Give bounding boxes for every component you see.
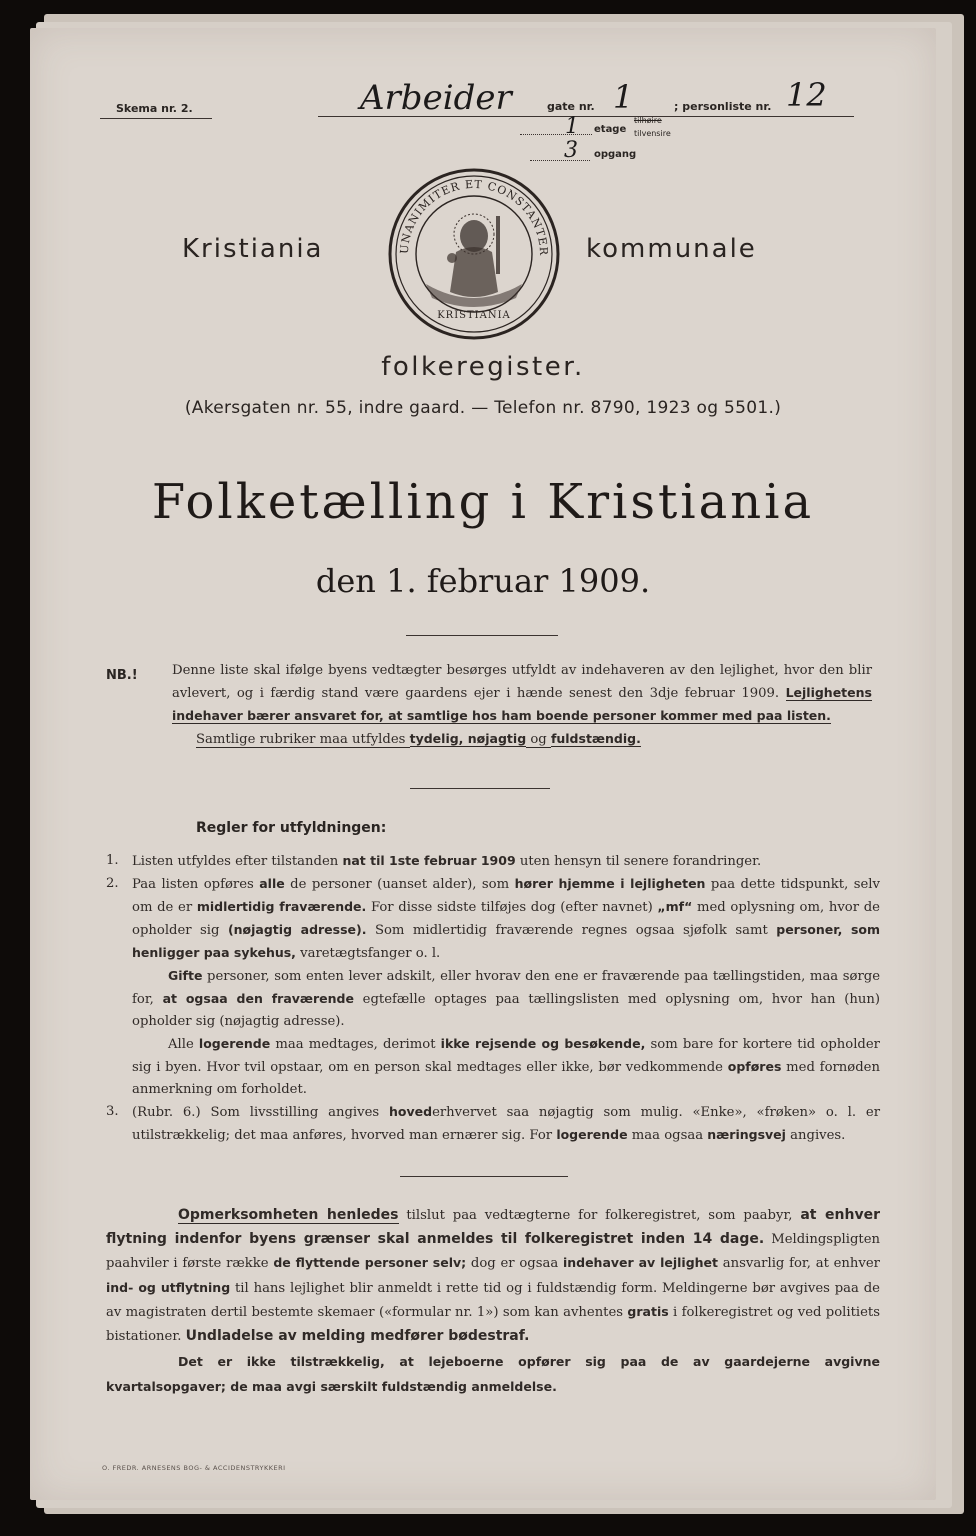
rule-1-num: 1.: [106, 853, 119, 868]
rule-3-b: hoved: [389, 1104, 433, 1119]
title-date: den 1. februar 1909.: [315, 562, 651, 600]
notice-h: ansvarlig for, at enhver: [722, 1256, 880, 1271]
opgang-dotted-rule: [530, 160, 590, 161]
skema-label: Skema nr. 2.: [116, 102, 193, 115]
nb-text-2b: tydelig, nøjagtig: [409, 731, 527, 746]
institution-right: kommunale: [586, 234, 757, 264]
rule-2-p2-d: egtefælle optages paa tællingslisten med oplysning om, hvor han (hun) opholder sig (nøjagtig adresse).: [132, 992, 880, 1029]
notice-f: dog er ogsaa: [470, 1256, 559, 1271]
notice-g: indehaver av lejlighet: [562, 1255, 718, 1270]
institution-left: Kristiania: [182, 234, 324, 264]
personliste-value: 12: [786, 76, 827, 114]
rule-3-d: logerende: [556, 1127, 628, 1142]
kristiania-seal-icon: [386, 166, 562, 342]
rules-divider: [400, 1176, 568, 1177]
opgang-label: opgang: [594, 149, 637, 160]
rule-2-p2-c: at ogsaa den fraværende: [162, 991, 354, 1006]
rule-2-p2-b: personer, som enten lever adskilt, eller hvorav den ene er fraværende paa tællingstiden, maa sørge for,: [132, 969, 880, 1007]
notice-c: at enhver flytning indenfor byens grænser skal anmeldes til folkeregistret inden 14 dage.: [106, 1207, 880, 1247]
rule-2-p3-f: opføres: [727, 1059, 782, 1074]
rule-2-m: varetægtsfanger o. l.: [300, 946, 441, 961]
notice-e: de flyttende personer selv;: [273, 1255, 467, 1270]
census-form-page: [30, 28, 936, 1500]
etage-value: 1: [565, 114, 579, 139]
nb-label: NB.!: [106, 668, 138, 683]
rule-2-para-3: [132, 1033, 880, 1101]
gate-nr-label: gate nr.: [547, 100, 595, 113]
notice-p2: Det er ikke tilstrækkelig, at lejeboerne opfører sig paa de av gaardejerne avgivne kvartalsopgaver; de maa avgi særskilt fuldstændig anmeldelse.: [106, 1354, 880, 1394]
rule-2-l: personer, som henligger paa sykehus,: [132, 922, 880, 960]
rule-3-e: maa ogsaa: [631, 1128, 704, 1143]
nb-text-1: Denne liste skal ifølge byens vedtægter besørges utfyldt av indehaveren av den lejlighet, hvor den blir avlevert, og i færdig stand være gaardens ejer i hænde senest den 3dje februar 1909.: [172, 663, 872, 701]
notice-k: gratis: [627, 1304, 669, 1319]
rule-2-para-2: [132, 965, 880, 1033]
notice-m: Undladelse av melding medfører bødestraf.: [185, 1327, 530, 1344]
rule-1-c: uten hensyn til senere forandringer.: [519, 854, 762, 869]
street-handwritten: Arbeider: [360, 78, 512, 118]
rule-3: [106, 1101, 880, 1147]
nb-text-bold: Lejlighetens indehaver bærer ansvaret for, at samtlige hos ham boende personer kommer med paa listen.: [172, 685, 872, 723]
rule-2-a: Paa listen opføres: [132, 877, 254, 892]
nb-text: [172, 660, 872, 751]
rules-heading: Regler for utfyldningen:: [196, 820, 387, 836]
rule-2-p3-c: maa medtages, derimot: [275, 1037, 436, 1052]
rule-2: [106, 873, 880, 1101]
rule-2-p3-d: ikke rejsende og besøkende,: [440, 1036, 646, 1051]
title-divider: [406, 635, 558, 636]
rule-2-num: 2.: [106, 876, 119, 891]
notice-a: Opmerksomheten henledes: [178, 1207, 399, 1223]
header-rule: [318, 116, 854, 117]
notice-j: til hans lejlighet blir anmeldt i rette tid og i fuldstændig form. Meldingerne bør avgives paa de av magistraten dertil bestemte skemaer («formular nr. 1») som kan avhentes: [106, 1280, 880, 1320]
etage-side: tilvensire: [634, 129, 671, 138]
nb-text-2c: og: [530, 732, 547, 747]
notice-i: ind- og utflytning: [106, 1279, 231, 1295]
personliste-label: ; personliste nr.: [674, 100, 772, 113]
notice-para-2: [106, 1350, 880, 1399]
skema-rule: [100, 118, 212, 119]
seal-bottom-text: KRISTIANIA: [437, 310, 511, 321]
rule-2-b: alle: [259, 876, 285, 891]
gate-nr-value: 1: [613, 78, 634, 116]
rule-2-k: Som midlertidig fraværende regnes ogsaa sjøfolk samt: [374, 923, 768, 938]
rule-3-a: (Rubr. 6.) Som livsstilling angives: [132, 1105, 380, 1120]
rule-1: [106, 850, 880, 873]
rule-3-f: næringsvej: [707, 1127, 786, 1142]
rule-2-e: paa dette tidspunkt, selv om de er: [132, 877, 880, 915]
rule-1-b: nat til 1ste februar 1909: [342, 853, 516, 868]
notice: [106, 1204, 880, 1399]
printer-credit: O. FREDR. ARNESENS BOG- & ACCIDENSTRYKKERI: [102, 1464, 286, 1472]
rules-list: [106, 850, 880, 1147]
rule-3-c: erhvervet saa nøjagtig som mulig. «Enke», «frøken» o. l. er utilstrækkelig; det maa anføres, hvorved man ernærer sig. For: [132, 1105, 881, 1143]
etage-label: etage: [594, 124, 627, 135]
rule-2-g: For disse sidste tilføjes dog (efter navnet): [370, 900, 653, 915]
rule-2-p3-b: logerende: [198, 1036, 271, 1051]
rule-2-c: de personer (uanset alder), som: [290, 877, 510, 892]
notice-para-1: [106, 1204, 880, 1348]
rule-2-d: hører hjemme i lejligheten: [514, 876, 706, 891]
rule-3-g: angives.: [790, 1128, 846, 1143]
etage-dotted-rule: [520, 134, 592, 135]
rule-3-num: 3.: [106, 1104, 119, 1119]
page-title: Folketælling i Kristiania: [151, 474, 815, 530]
rule-2-f: midlertidig fraværende.: [196, 899, 367, 914]
rule-2-p3-g: med fornøden anmerkning om forholdet.: [132, 1060, 880, 1097]
notice-l: i folkeregistret og ved politiets bistationer.: [106, 1305, 880, 1344]
rule-2-p2-a: Gifte: [168, 968, 203, 983]
rule-2-j: (nøjagtig adresse).: [227, 922, 367, 937]
institution-address: (Akersgaten nr. 55, indre gaard. — Telefon nr. 8790, 1923 og 5501.): [184, 398, 782, 418]
nb-divider: [410, 788, 550, 789]
notice-b: tilslut paa vedtægterne for folkeregistret, som paabyr,: [406, 1208, 793, 1223]
nb-text-2a: Samtlige rubriker maa utfyldes: [196, 732, 406, 747]
etage-struck: tilhøire: [634, 116, 662, 125]
opgang-value: 3: [564, 138, 578, 163]
institution-line2: folkeregister.: [381, 352, 585, 382]
notice-d: Meldingspligten paahviler i første række: [106, 1231, 880, 1271]
nb-text-2d: fuldstændig.: [550, 731, 641, 746]
rule-2-i: med oplysning om, hvor de opholder sig: [132, 900, 880, 938]
rule-2-p3-a: Alle: [168, 1037, 194, 1052]
rule-2-h: „mf“: [657, 899, 693, 914]
rule-2-p3-e: som bare for kortere tid opholder sig i byen. Hvor tvil opstaar, om en person skal medtages eller ikke, bør vedkommende: [132, 1037, 880, 1075]
rule-1-a: Listen utfyldes efter tilstanden: [132, 854, 339, 869]
seal-ring-text: UNANIMITER ET CONSTANTER: [397, 177, 551, 257]
